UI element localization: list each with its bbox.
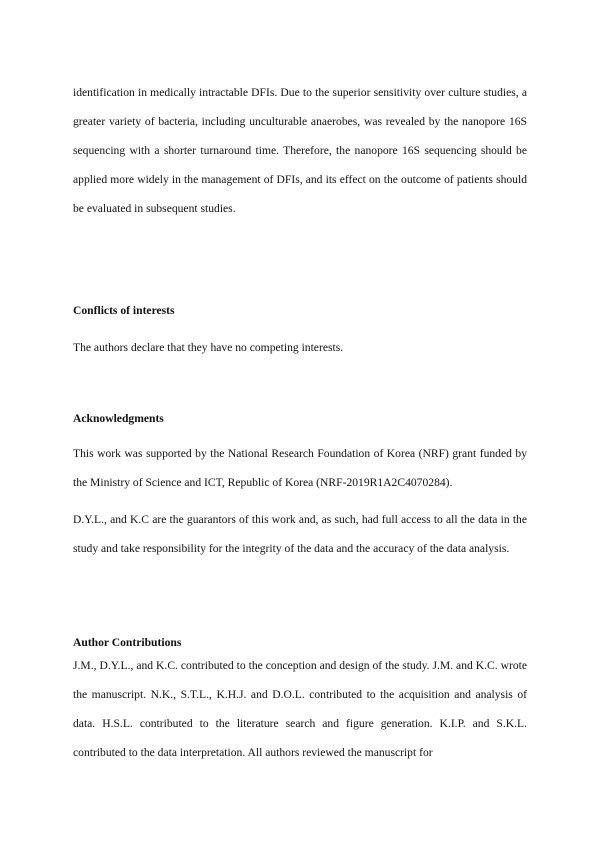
- author-contributions-heading: Author Contributions: [73, 636, 182, 649]
- intro-paragraph: identification in medically intractable DFIs. Due to the superior sensitivity over culture studies, a greater variety of bacteria, including unculturable anaerobes, was revealed by the nanopore 16S sequencing with a shorter turnaround time. Therefore, the nanopore 16S sequencing should be applied more widely in the management of DFIs, and its effect on the outcome of patients should be evaluated in subsequent studies.: [73, 86, 527, 215]
- acknowledgments-heading: Acknowledgments: [73, 412, 164, 425]
- conflicts-heading: Conflicts of interests: [73, 304, 175, 317]
- author-contributions-text: J.M., D.Y.L., and K.C. contributed to the conception and design of the study. J.M. and K.C. wrote the manuscript. N.K., S.T.L., K.H.J. and D.O.L. contributed to the acquisition and analysis of data. H.S.L. contributed to the literature search and figure generation. K.I.P. and S.K.L. contributed to the data interpretation. All authors reviewed the manuscript for: [73, 659, 527, 759]
- conflicts-text: The authors declare that they have no competing interests.: [73, 341, 344, 354]
- acknowledgments-paragraph-2: D.Y.L., and K.C are the guarantors of this work and, as such, had full access to all the data in the study and take responsibility for the integrity of the data and the accuracy of the data analysis.: [73, 513, 527, 555]
- acknowledgments-paragraph-1: This work was supported by the National Research Foundation of Korea (NRF) grant funded by the Ministry of Science and ICT, Republic of Korea (NRF-2019R1A2C4070284).: [73, 447, 527, 489]
